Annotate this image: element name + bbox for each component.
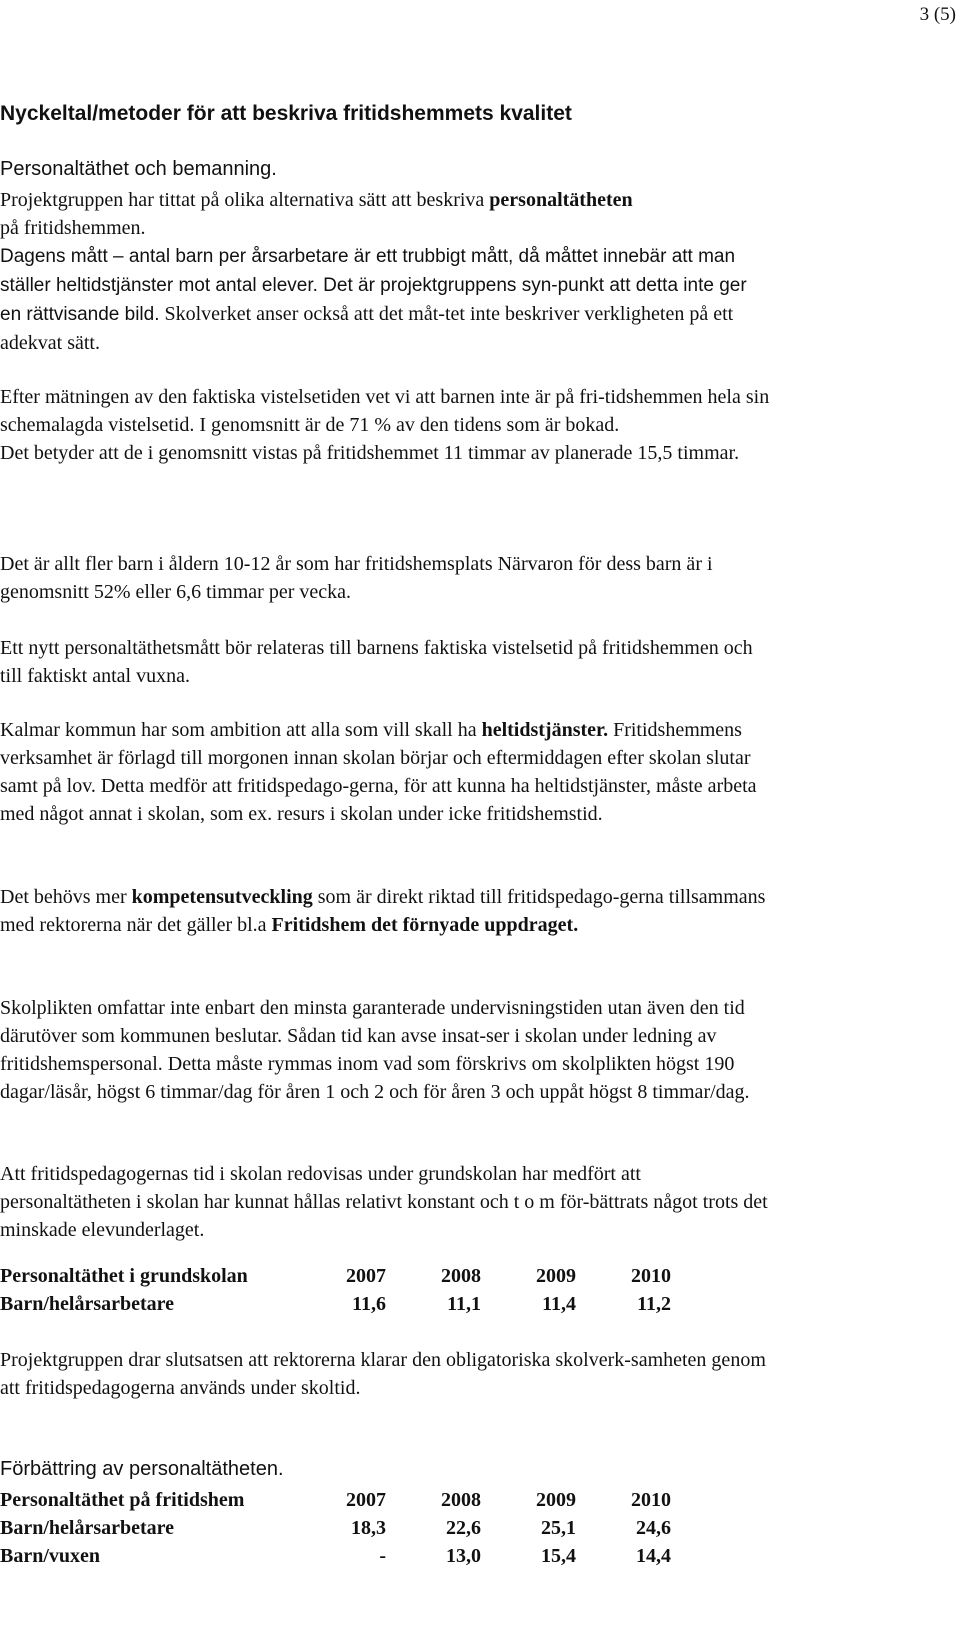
section-heading-improvement: Förbättring av personaltätheten. [0,1458,284,1480]
table-row [0,1542,671,1570]
emphasis-text: Fritidshem det förnyade uppdraget. [271,914,579,936]
table-header-row [0,1486,671,1514]
table-row [0,1514,671,1542]
paragraph-staff-density: Att fritidspedagogernas tid i skolan redovisas under grundskolan har medfört att personaltätheten i skolan har kunnat hållas relativt konstant och t o m för-bättrats något trots det minskade elevunderlaget. [0,1163,768,1241]
table-afterschool-staff-density [0,1486,671,1570]
table-header-cell: Personaltäthet på fritidshem [0,1489,245,1511]
table-cell: 15,4 [541,1545,576,1567]
table-header-cell: 2010 [631,1265,671,1287]
paragraph-text: Kalmar kommun har som ambition att alla som vill skall ha [0,719,482,741]
table-header-cell: 2008 [441,1489,481,1511]
table-cell: 11,6 [352,1293,386,1315]
table-cell: 24,6 [636,1517,671,1539]
table-header-cell: 2008 [441,1265,481,1287]
section-heading: Personaltäthet och bemanning. [0,158,277,180]
table-header-cell: Personaltäthet i grundskolan [0,1265,248,1287]
table-cell: 11,4 [542,1293,576,1315]
paragraph-text: på fritidshemmen. [0,217,146,239]
paragraph-new-measure: Ett nytt personaltäthetsmått bör relateras till barnens faktiska vistelsetid på fritidshemmen och till faktiskt antal vuxna. [0,637,753,687]
table-header-cell: 2010 [631,1489,671,1511]
paragraph-intro [0,186,770,242]
paragraph-text: som är direkt riktad till fritidspedago-gerna tillsammans med rektorerna när det gäller bl.a [0,886,766,936]
table-cell: Barn/helårsarbetare [0,1517,175,1539]
table-header-cell: 2009 [536,1489,576,1511]
emphasis-text: kompetensutveckling [131,886,313,908]
table-cell: 11,1 [447,1293,481,1315]
paragraph-text: Projektgruppen har tittat på olika alternativa sätt att beskriva [0,189,490,211]
page-number: 3 (5) [919,4,956,25]
paragraph-older-children: Det är allt fler barn i åldern 10-12 år som har fritidshemsplats Närvaron för dess barn är i genomsnitt 52% eller 6,6 timmar per vecka. [0,553,713,603]
emphasis-text: personaltätheten [489,189,633,211]
table-header-cell: 2007 [346,1489,386,1511]
page-title: Nyckeltal/metoder för att beskriva fritidshemmets kvalitet [0,102,572,125]
table-header-cell: 2009 [536,1265,576,1287]
paragraph-text: Det behövs mer [0,886,132,908]
table-school-staff-density [0,1262,671,1318]
paragraph-competence [0,883,770,939]
paragraph-text: Fritidshemmens verksamhet är förlagd till morgonen innan skolan börjar och eftermiddagen efter skolan slutar samt på lov. Detta medför att fritidspedago-gerna, för att kunna ha heltidstjänster, måste arbeta med något annat i skolan, som ex. resurs i skolan under icke fritidshemstid. [0,719,757,825]
table-header-cell: 2007 [346,1265,386,1287]
table-cell: 18,3 [351,1517,386,1539]
emphasis-text: heltidstjänster. [481,719,609,741]
paragraph-text: Det betyder att de i genomsnitt vistas på fritidshemmet 11 timmar av planerade 15,5 timmar. [0,442,740,464]
paragraph-current-measure [0,242,770,357]
table-cell: 14,4 [636,1545,671,1567]
paragraph-compulsory-school: Skolplikten omfattar inte enbart den minsta garanterade undervisningstiden utan även den tid därutöver som kommunen beslutar. Sådan tid kan avse insat-ser i skolan under ledning av fritidshemspersonal. Detta måste rymmas inom vad som förskrivs om skolplikten högst 190 dagar/läsår, högst 6 timmar/dag för åren 1 och 2 och för åren 3 och uppåt högst 8 timmar/dag. [0,997,750,1103]
table-cell: Barn/helårsarbetare [0,1293,175,1315]
table-cell: Barn/vuxen [0,1545,101,1567]
table-row [0,1290,671,1318]
table-cell: - [379,1545,386,1567]
table-cell: 11,2 [637,1293,671,1315]
table-header-row [0,1262,671,1290]
table-cell: 22,6 [446,1517,481,1539]
paragraph-fulltime [0,716,770,828]
paragraph-text: Dagens mått – antal barn per årsarbetare är ett trubbigt mått, då måttet innebär att man ställer heltidstjänster mot antal elever. Det är projektgruppens syn-punkt att detta inte ger en rättvisande bild. [0,246,747,325]
paragraph-text: Efter mätningen av den faktiska vistelsetiden vet vi att barnen inte är på fri-tidshemmen hela sin schemalagda vistelsetid. I genomsnitt är de 71 % av den tidens som är bokad. [0,386,770,436]
paragraph-text: Skolverket anser också att det måt-tet inte beskriver verkligheten på ett adekvat sätt. [0,303,734,354]
paragraph-measurement [0,383,770,467]
table-cell: 25,1 [541,1517,576,1539]
paragraph-conclusion: Projektgruppen drar slutsatsen att rektorerna klarar den obligatoriska skolverk-samheten genom att fritidspedagogerna används under skoltid. [0,1349,766,1399]
table-cell: 13,0 [446,1545,481,1567]
